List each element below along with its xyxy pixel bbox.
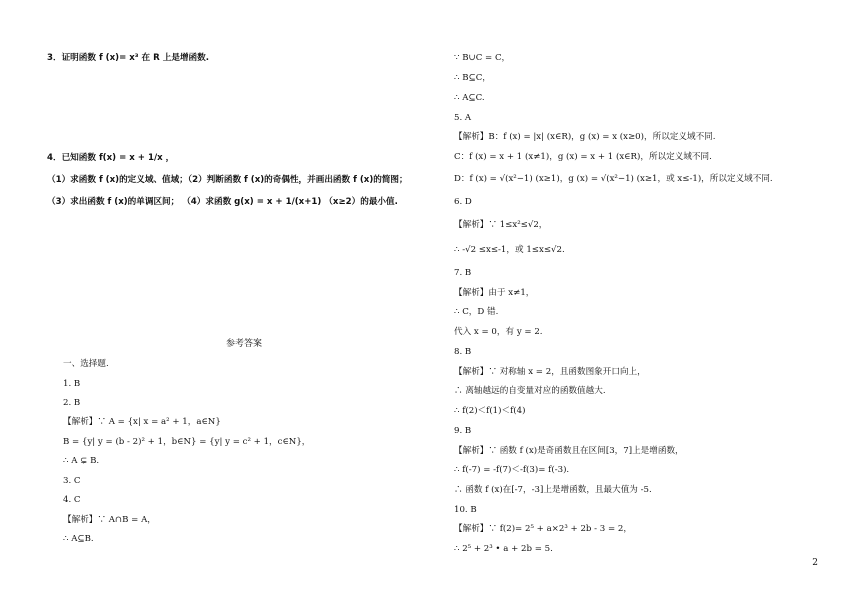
- answer-line: 【解析】B：f (x) = |x| (x∈R)，g (x) = x (x≥0)，所以定义域不同.: [454, 132, 716, 142]
- answer-line: 3. C: [63, 476, 81, 486]
- answer-line: 【解析】∵ f(2)= 2⁵ + a×2³ + 2b - 3 = 2，: [454, 524, 632, 534]
- answer-line: ∵ B∪C = C，: [454, 53, 511, 63]
- answer-line: 【解析】∵ 函数 f (x)是奇函数且在区间[3，7]上是增函数，: [454, 446, 684, 456]
- answer-line: ∴ A ⊊ B.: [63, 456, 100, 466]
- answer-line: ∴ 离轴越远的自变量对应的函数值越大.: [454, 386, 606, 396]
- answer-line: 【解析】由于 x≠1，: [454, 288, 535, 298]
- answer-line: 8. B: [454, 347, 472, 357]
- answer-line: ∴ C，D 错.: [454, 307, 499, 317]
- answer-line: 2. B: [63, 398, 81, 408]
- answer-line: ∴ f(2)＜f(1)＜f(4): [454, 406, 526, 416]
- answer-line: ∴ B⊆C，: [454, 73, 491, 83]
- page-number: 2: [812, 558, 818, 568]
- question-4: 4．已知函数 f(x) = x + 1/x ，: [47, 153, 175, 163]
- answer-line: 1. B: [63, 379, 81, 389]
- answer-line: 【解析】∵ A∩B = A，: [63, 515, 156, 525]
- answer-line: 4. C: [63, 495, 81, 505]
- answer-line: 【解析】∵ 1≤x²≤√2，: [454, 220, 548, 230]
- question-3: 3．证明函数 f (x)= x³ 在 R 上是增函数.: [47, 53, 209, 63]
- answer-line: 【解析】∵ A = {x| x = a² + 1，a∈N}: [63, 417, 221, 427]
- answer-line: 7. B: [454, 268, 472, 278]
- answer-line: 代入 x = 0，有 y = 2.: [454, 327, 543, 337]
- answer-line: ∴ 2⁵ + 2³ • a + 2b = 5.: [454, 544, 553, 554]
- answer-title: 参考答案: [226, 339, 263, 349]
- answer-line: 5. A: [454, 113, 472, 123]
- answer-line: 9. B: [454, 426, 472, 436]
- answer-line: ∴ 函数 f (x)在[-7，-3]上是增函数，且最大值为 -5.: [454, 485, 652, 495]
- answer-line: 【解析】∵ 对称轴 x = 2，且函数图象开口向上，: [454, 367, 646, 377]
- answer-line: ∴ f(-7) = -f(7)＜-f(3)= f(-3).: [454, 465, 570, 475]
- answer-line: ∴ A⊆C.: [454, 93, 485, 103]
- answer-line: D：f (x) = √(x²−1) (x≥1)，g (x) = √(x²−1) (x≥1，或 x≤-1)，所以定义域不同.: [454, 174, 773, 184]
- section-heading: 一、选择题.: [63, 359, 109, 369]
- answer-line: 10. B: [454, 505, 477, 515]
- answer-line: ∴ A⊆B.: [63, 534, 94, 544]
- answer-line: ∴ -√2 ≤x≤-1，或 1≤x≤√2.: [454, 245, 565, 255]
- answer-line: C：f (x) = x + 1 (x≠1)，g (x) = x + 1 (x∈R)，所以定义域不同.: [454, 152, 712, 162]
- answer-line: B = {y| y = (b - 2)² + 1，b∈N} = {y| y = c² + 1，c∈N}，: [63, 437, 311, 447]
- question-4-part-1-2: （1）求函数 f (x)的定义域、值域；（2）判断函数 f (x)的奇偶性，并画出函数 f (x)的简图；: [47, 175, 408, 185]
- question-4-part-3-4: （3）求出函数 f (x)的单调区间； （4）求函数 g(x) = x + 1/(x+1) （x≥2）的最小值.: [47, 197, 398, 207]
- answer-line: 6. D: [454, 197, 472, 207]
